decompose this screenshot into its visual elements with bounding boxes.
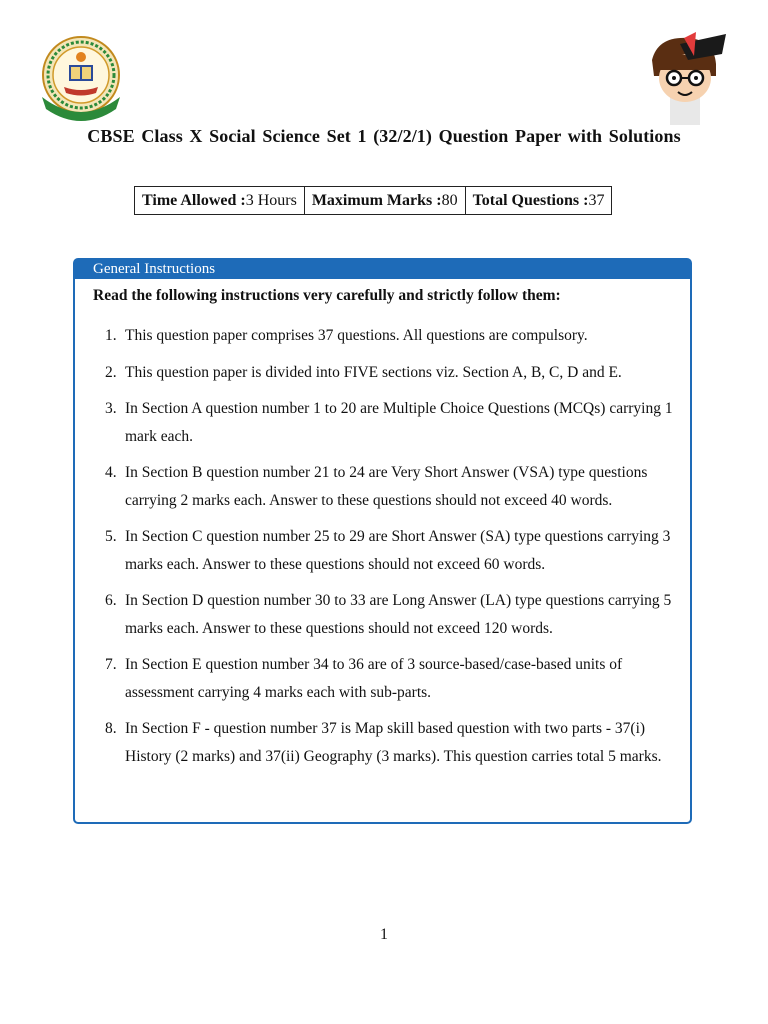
total-questions-label: Total Questions : bbox=[472, 191, 589, 209]
item-number: 8. bbox=[105, 720, 117, 737]
instructions-heading: General Instructions bbox=[75, 260, 690, 279]
item-number: 7. bbox=[105, 656, 117, 673]
list-item bbox=[93, 651, 683, 706]
item-text: This question paper is divided into FIVE sections viz. Section A, B, C, D and E. bbox=[125, 363, 622, 381]
list-item bbox=[93, 459, 683, 514]
total-questions-cell bbox=[465, 187, 612, 215]
item-number: 2. bbox=[105, 363, 117, 381]
exam-meta-table bbox=[134, 186, 612, 215]
student-mascot-icon bbox=[640, 30, 730, 125]
time-allowed-value: 3 Hours bbox=[245, 191, 297, 209]
time-allowed-label: Time Allowed : bbox=[142, 191, 246, 209]
instructions-list bbox=[93, 322, 683, 779]
item-text: This question paper comprises 37 questions. All questions are compulsory. bbox=[125, 327, 588, 344]
page-number: 1 bbox=[380, 926, 388, 943]
maximum-marks-label: Maximum Marks : bbox=[311, 191, 442, 209]
list-item bbox=[93, 715, 683, 770]
item-number: 5. bbox=[105, 528, 117, 545]
maximum-marks-cell bbox=[304, 187, 465, 215]
general-instructions-box bbox=[73, 258, 692, 824]
item-number: 3. bbox=[105, 400, 117, 417]
item-text: In Section D question number 30 to 33 are Long Answer (LA) type questions carrying 5 marks each. Answer to these questions should not exceed 120 words. bbox=[125, 592, 672, 637]
item-text: In Section F - question number 37 is Map skill based question with two parts - 37(i) History (2 marks) and 37(ii) Geography (3 marks). This question carries total 5 marks. bbox=[125, 720, 662, 765]
total-questions-value: 37 bbox=[588, 191, 605, 209]
item-text: In Section E question number 34 to 36 are of 3 source-based/case-based units of assessment carrying 4 marks each with sub-parts. bbox=[125, 656, 623, 701]
page-title: CBSE Class X Social Science Set 1 (32/2/1) Question Paper with Solutions bbox=[87, 126, 681, 146]
list-item bbox=[93, 523, 683, 578]
item-text: In Section C question number 25 to 29 are Short Answer (SA) type questions carrying 3 marks each. Answer to these questions should not exceed 60 words. bbox=[125, 528, 671, 573]
maximum-marks-value: 80 bbox=[441, 191, 458, 209]
item-text: In Section A question number 1 to 20 are Multiple Choice Questions (MCQs) carrying 1 mark each. bbox=[125, 400, 673, 445]
item-number: 1. bbox=[105, 327, 117, 344]
list-item bbox=[93, 587, 683, 642]
item-text: In Section B question number 21 to 24 are Very Short Answer (VSA) type questions carrying 2 marks each. Answer to these questions should not exceed 40 words. bbox=[125, 464, 648, 509]
time-allowed-cell bbox=[135, 187, 305, 215]
item-number: 6. bbox=[105, 592, 117, 609]
cbse-emblem-icon bbox=[36, 35, 126, 125]
instructions-lead: Read the following instructions very carefully and strictly follow them: bbox=[93, 287, 561, 304]
item-number: 4. bbox=[105, 464, 117, 481]
list-item bbox=[93, 359, 683, 387]
list-item bbox=[93, 395, 683, 450]
list-item bbox=[93, 322, 683, 350]
